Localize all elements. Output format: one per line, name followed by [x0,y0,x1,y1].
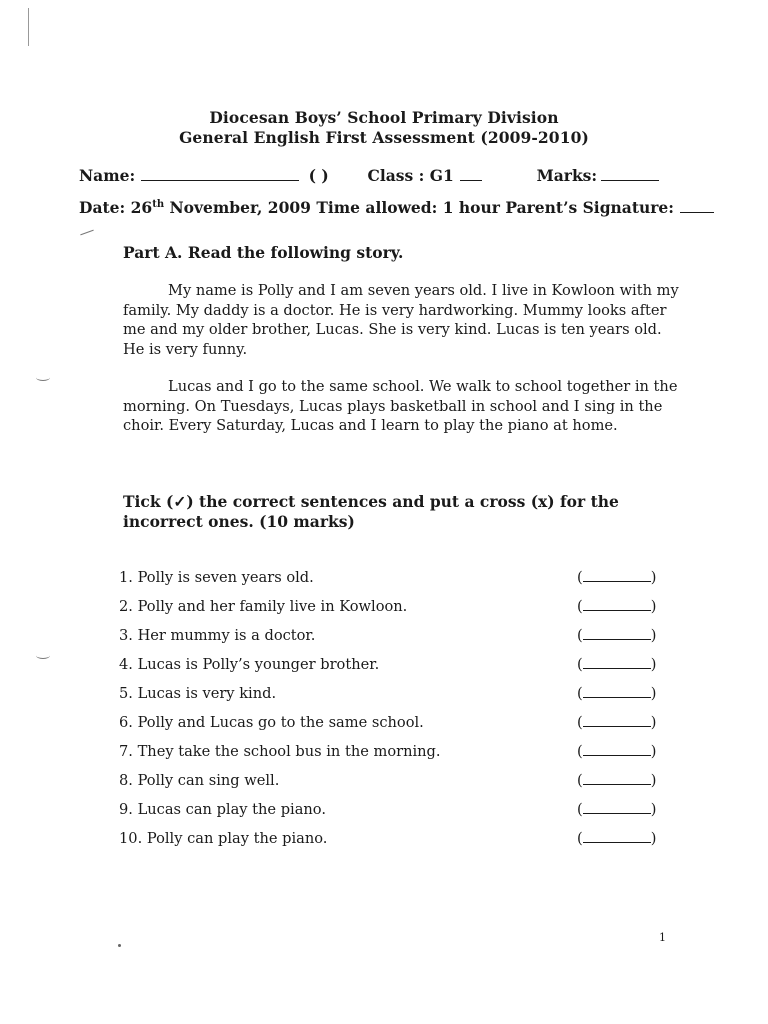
answer-box[interactable]: ( ) [577,627,657,644]
story-paragraph [123,281,683,359]
answer-box[interactable]: ( ) [577,656,657,673]
question-text: 9. Lucas can play the piano. [119,801,326,818]
instructions: Tick (✓) the correct sentences and put a cross (x) for the incorrect ones. (10 marks) [123,492,619,531]
punch-hole-mark [36,374,50,381]
answer-box[interactable]: ( ) [577,598,657,615]
story-paragraph-text: Lucas and I go to the same school. We walk to school together in the morning. On Tuesdays, Lucas plays basketball in school and I sing in the choir. Every Saturday, Lucas and I learn to play the piano at home. [123,378,678,434]
question-text: 10. Polly can play the piano. [119,830,328,847]
answer-box[interactable]: ( ) [577,743,657,760]
question-item [119,714,679,736]
answer-box[interactable]: ( ) [577,569,657,586]
question-item [119,569,679,591]
question-text: 2. Polly and her family live in Kowloon. [119,598,408,615]
answer-box[interactable]: ( ) [577,772,657,789]
question-item [119,656,679,678]
punch-hole-mark [36,652,50,659]
date-details: November, 2009 Time allowed: 1 hour Parent’s Signature: [164,198,675,217]
question-text: 3. Her mummy is a doctor. [119,627,316,644]
question-text: 6. Polly and Lucas go to the same school. [119,714,424,731]
answer-box[interactable]: ( ) [577,714,657,731]
name-field[interactable] [141,166,299,181]
question-text: 8. Polly can sing well. [119,772,280,789]
question-text: 4. Lucas is Polly’s younger brother. [119,656,380,673]
question-text: 1. Polly is seven years old. [119,569,314,586]
question-item [119,801,679,823]
page-number: 1 [659,931,666,944]
scan-artifact-line [28,8,29,46]
story-paragraph [123,377,683,436]
marks-label: Marks: [536,166,598,185]
date-row [79,198,714,217]
answer-box[interactable]: ( ) [577,801,657,818]
signature-field[interactable] [680,200,714,213]
assessment-title: General English First Assessment (2009-2010) [179,128,589,147]
question-item [119,685,679,707]
part-a-heading: Part A. Read the following story. [123,243,404,262]
question-item [119,830,679,852]
class-label: Class : G1 [367,166,454,185]
scan-artifact-mark [80,230,93,236]
answer-box[interactable]: ( ) [577,685,657,702]
question-item [119,598,679,620]
question-item [119,743,679,765]
question-text: 7. They take the school bus in the morning. [119,743,441,760]
student-info-row [79,166,679,185]
class-number-parens[interactable]: ( ) [308,166,329,185]
question-item [119,627,679,649]
marks-field[interactable] [601,166,659,181]
scan-artifact-dot [118,944,121,947]
name-label: Name: [79,166,136,185]
date-suffix: th [152,198,165,210]
date-prefix: Date: 26 [79,198,153,217]
question-item [119,772,679,794]
school-title: Diocesan Boys’ School Primary Division [209,108,559,127]
question-text: 5. Lucas is very kind. [119,685,277,702]
class-field[interactable] [460,166,482,181]
answer-box[interactable]: ( ) [577,830,657,847]
story-paragraph-text: My name is Polly and I am seven years old. I live in Kowloon with my family. My daddy is a doctor. He is very hardworking. Mummy looks after me and my older brother, Lucas. She is very kind. Lucas is ten years old. He is very funny. [123,282,679,358]
